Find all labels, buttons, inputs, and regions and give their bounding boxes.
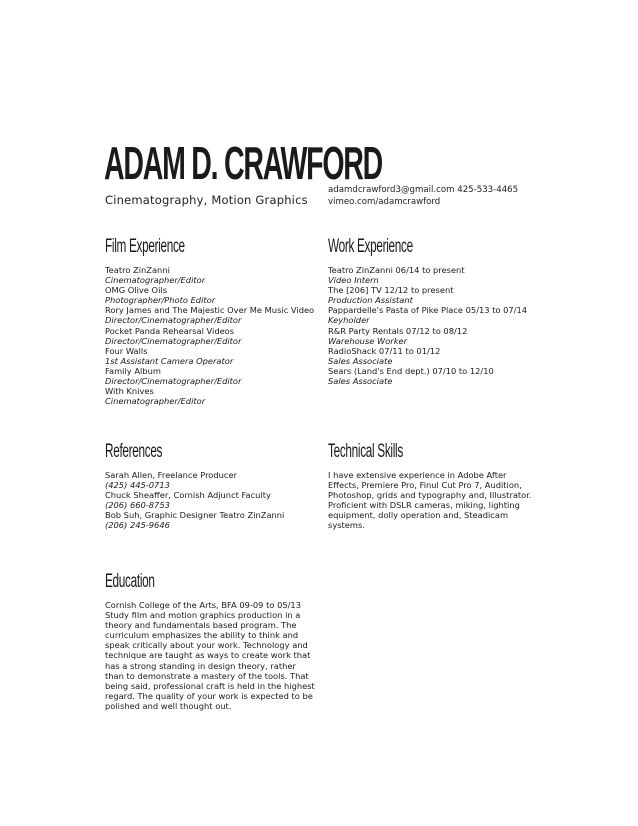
entry-title: Sears (Land's End dept.) 07/10 to 12/10 [328, 365, 494, 376]
entry-role: Director/Cinematographer/Editor [105, 376, 242, 387]
education-section [105, 571, 317, 711]
entry-title: Teatro ZinZanni [105, 265, 170, 275]
entry-title: Teatro ZinZanni 06/14 to present [328, 265, 465, 275]
entry-title: R&R Party Rentals 07/12 to 08/12 [328, 325, 468, 336]
entry-title: Four Walls [105, 345, 148, 356]
entry-title: Sarah Allen, Freelance Producer [105, 470, 237, 480]
entry-role: Cinematographer/Editor [105, 275, 206, 286]
applicant-name: ADAM D. CRAWFORD [104, 137, 383, 189]
technical-skills-heading: Technical Skills [328, 441, 403, 462]
entry-title: RadioShack 07/11 to 01/12 [328, 345, 441, 356]
entry-title: Pappardelle's Pasta of Pike Place 05/13 to 07/14 [328, 305, 528, 316]
entry-role: Production Assistant [328, 295, 413, 306]
entry-role: 1st Assistant Camera Operator [105, 355, 234, 366]
entry-title: Family Album [105, 365, 161, 376]
entry-role: Warehouse Worker [328, 335, 408, 346]
entry-role: (206) 660-8753 [105, 500, 170, 511]
work-experience-heading: Work Experience [328, 236, 413, 257]
entry-role: (425) 445-0713 [105, 480, 170, 491]
applicant-specialty: Cinematography, Motion Graphics [105, 193, 308, 207]
film-experience-heading: Film Experience [105, 236, 185, 257]
contact-website: vimeo.com/adamcrawford [328, 197, 441, 207]
technical-skills-text: I have extensive experience in Adobe After Effects, Premiere Pro, Finul Cut Pro 7, Audition, Photoshop, grids and typography and, Illustrator. Proficient with DSLR cameras, miking, lighting equipment, dolly operation and, Steadicam systems. [328, 470, 532, 531]
references-list [105, 470, 320, 531]
entry-role: Director/Cinematographer/Editor [105, 335, 242, 346]
entry-title: With Knives [105, 386, 154, 397]
entry-title: The [206] TV 12/12 to present [328, 285, 454, 296]
entry-title: OMG Olive Oils [105, 285, 168, 296]
entry-role: Photographer/Photo Editor [105, 295, 216, 306]
contact-info [328, 184, 518, 208]
entry-role: Director/Cinematographer/Editor [105, 315, 242, 326]
entry-role: (206) 245-9646 [105, 520, 170, 531]
references-heading: References [105, 441, 163, 462]
entry-role: Sales Associate [328, 376, 393, 387]
entry-role: Sales Associate [328, 355, 393, 366]
contact-email-phone: adamdcrawford3@gmail.com 425-533-4465 [328, 185, 519, 195]
entry-role: Cinematographer/Editor [105, 396, 206, 407]
education-text: Cornish College of the Arts, BFA 09-09 to 05/13 Study film and motion graphics production in a theory and fundamentals based program. The curriculum emphasizes the ability to think and speak critically about your work. Technology and technique are taught as ways to create work that has a strong standing in design theory, rather than to demonstrate a mastery of the tools. That being said, professional craft is held in the highest regard. The quality of your work is expected to be polished and well thought out. [105, 600, 315, 711]
film-experience-list [105, 265, 320, 406]
work-experience-section [328, 236, 543, 386]
entry-role: Video Intern [328, 275, 379, 286]
entry-title: Chuck Sheaffer, Cornish Adjunct Faculty [105, 490, 271, 501]
film-experience-section [105, 236, 320, 406]
entry-role: Keyholder [328, 315, 370, 326]
entry-title: Rory James and The Majestic Over Me Music Video [105, 305, 315, 316]
work-experience-list [328, 265, 543, 386]
entry-title: Bob Suh, Graphic Designer Teatro ZinZanni [105, 510, 285, 521]
entry-title: Pocket Panda Rehearsal Videos [105, 325, 235, 336]
references-section [105, 441, 320, 531]
education-heading: Education [105, 571, 155, 592]
technical-skills-section [328, 441, 533, 531]
